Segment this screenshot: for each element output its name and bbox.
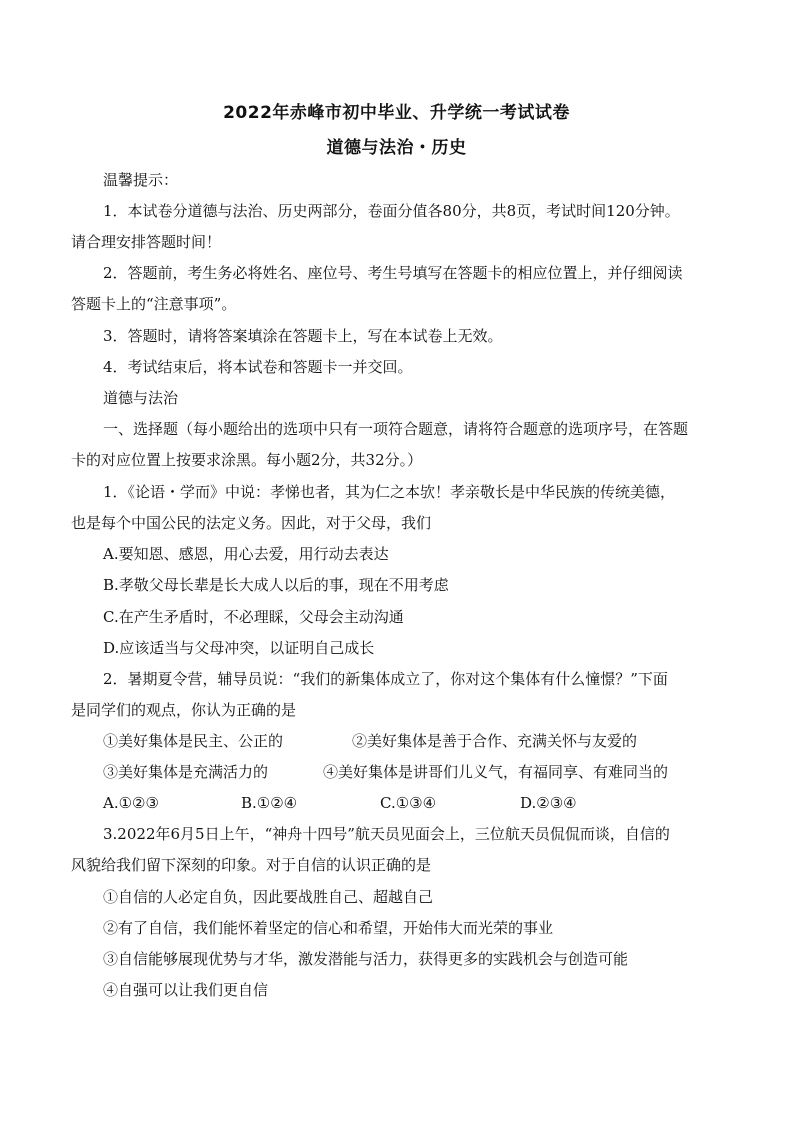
notice-item-3: 3．答题时，请将答案填涂在答题卡上，写在本试卷上无效。 (103, 327, 503, 345)
q2-stem-line-2: 是同学们的观点，你认为正确的是 (71, 701, 297, 719)
part1-instructions-line-2: 卡的对应位置上按要求涂黑。每小题2分，共32分。） (71, 451, 423, 469)
q2-option-a: A.①②③ (103, 794, 159, 812)
q1-option-d: D.应该适当与父母冲突，以证明自己成长 (103, 639, 375, 657)
q2-statement-3: ③美好集体是充满活力的 (103, 763, 269, 781)
q1-stem-line-1: 1．《论语・学而》中说：孝悌也者，其为仁之本欤！孝亲敬长是中华民族的传统美德， (103, 483, 676, 501)
q3-stem-line-1: 3.2022年6月5日上午，“神舟十四号”航天员见面会上，三位航天员侃侃而谈，自信的 (103, 825, 670, 843)
part1-instructions-line-1: 一、选择题（每小题给出的选项中只有一项符合题意，请将符合题意的选项序号，在答题 (103, 420, 689, 438)
q2-option-b: B.①②④ (241, 794, 298, 812)
q3-statement-2: ②有了自信，我们能怀着坚定的信心和希望，开始伟大而光荣的事业 (103, 919, 554, 937)
q3-statement-1: ①自信的人必定自负，因此要战胜自己、超越自己 (103, 888, 434, 906)
exam-subtitle: 道德与法治・历史 (326, 138, 467, 158)
notice-heading: 温馨提示： (103, 171, 179, 189)
q2-stem-line-1: 2．暑期夏令营，辅导员说：“我们的新集体成立了，你对这个集体有什么憧憬？”下面 (103, 670, 668, 688)
notice-item-1-line-2: 请合理安排答题时间！ (71, 233, 222, 251)
q3-statement-3: ③自信能够展现优势与才华，激发潜能与活力，获得更多的实践机会与创造可能 (103, 950, 629, 968)
q2-statement-4: ④美好集体是讲哥们儿义气，有福同享、有难同当的 (323, 763, 669, 781)
notice-item-1-line-1: 1．本试卷分道德与法治、历史两部分，卷面分值各80分，共8页，考试时间120分钟。 (103, 202, 680, 220)
q3-stem-line-2: 风貌给我们留下深刻的印象。对于自信的认识正确的是 (71, 856, 432, 874)
notice-item-4: 4．考试结束后，将本试卷和答题卡一并交回。 (103, 358, 413, 376)
q2-statement-1: ①美好集体是民主、公正的 (103, 732, 284, 750)
q1-stem-line-2: 也是每个中国公民的法定义务。因此，对于父母，我们 (71, 514, 432, 532)
notice-item-2-line-1: 2．答题前，考生务必将姓名、座位号、考生号填写在答题卡的相应位置上，并仔细阅读 (103, 264, 683, 282)
q1-option-b: B.孝敬父母长辈是长大成人以后的事，现在不用考虑 (103, 576, 449, 594)
q3-statement-4: ④自强可以让我们更自信 (103, 981, 269, 999)
notice-item-2-line-2: 答题卡上的“注意事项”。 (71, 295, 237, 313)
exam-title: 2022年赤峰市初中毕业、升学统一考试试卷 (223, 103, 570, 123)
q1-option-a: A.要知恩、感恩，用心去爱，用行动去表达 (103, 545, 389, 563)
q2-option-c: C.①③④ (380, 794, 437, 812)
q2-statement-2: ②美好集体是善于合作、充满关怀与友爱的 (352, 732, 638, 750)
section-name: 道德与法治 (103, 389, 179, 407)
q2-option-d: D.②③④ (520, 794, 577, 812)
q1-option-c: C.在产生矛盾时，不必理睬，父母会主动沟通 (103, 608, 404, 626)
